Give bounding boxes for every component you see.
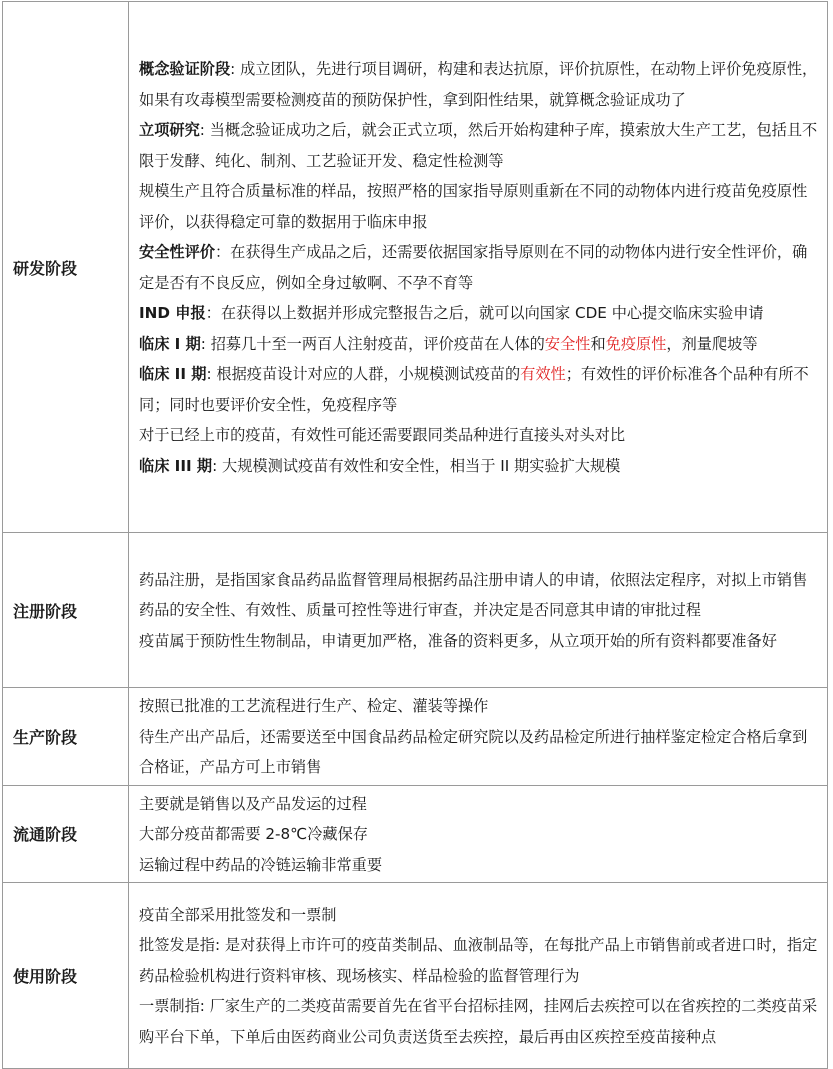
content-paragraph xyxy=(139,176,819,237)
distribution-stage-row xyxy=(3,785,828,883)
content-paragraph xyxy=(139,991,819,1052)
term-label: 立项研究 xyxy=(139,121,200,139)
paragraph-text: 待生产出产品后，还需要送至中国食品药品检定研究院以及药品检定所进行抽样鉴定检定合格后拿到合格证，产品方可上市销售 xyxy=(139,727,808,776)
highlighted-text: 安全性 xyxy=(544,334,591,353)
paragraph-text: : 当概念验证成功之后，就会正式立项，然后开始构建种子库，摸索放大生产工艺，包括且不限于发酵、纯化、制剂、工艺验证开发、稳定性检测等 xyxy=(139,121,818,170)
term-label: IND 申报 xyxy=(139,304,206,322)
stage-name-cell: 使用阶段 xyxy=(3,883,129,1069)
highlighted-text: 免疫原性 xyxy=(605,334,667,353)
paragraph-text: 运输过程中药品的冷链运输非常重要 xyxy=(139,855,382,874)
paragraph-text: 疫苗属于预防性生物制品，申请更加严格，准备的资料更多，从立项开始的所有资料都要准备好 xyxy=(139,631,777,650)
stages-table xyxy=(2,1,828,1069)
paragraph-text: : 成立团队，先进行项目调研，构建和表达抗原，评价抗原性，在动物上评价免疫原性，如果有攻毒模型需要检测疫苗的预防保护性，拿到阳性结果，就算概念验证成功了 xyxy=(139,60,818,109)
registration-stage-row xyxy=(3,533,828,688)
term-label: 概念验证阶段 xyxy=(139,60,231,78)
paragraph-text: 大部分疫苗都需要 2-8℃冷藏保存 xyxy=(139,825,368,843)
content-paragraph xyxy=(139,930,819,991)
paragraph-text: 药品注册，是指国家食品药品监督管理局根据药品注册申请人的申请，依照法定程序，对拟上市销售药品的安全性、有效性、质量可控性等进行审查，并决定是否同意其申请的审批过程 xyxy=(139,570,808,620)
stage-name-cell: 生产阶段 xyxy=(3,688,129,786)
term-label: 临床 III 期 xyxy=(139,456,213,475)
content-paragraph xyxy=(139,54,819,115)
content-paragraph xyxy=(139,115,819,176)
stage-content-cell xyxy=(129,785,828,883)
stage-name-cell: 研发阶段 xyxy=(3,2,129,533)
paragraph-text: ：在获得以上数据并形成完整报告之后，就可以向国家 CDE 中心提交临床实验申请 xyxy=(205,304,764,322)
paragraph-text: 主要就是销售以及产品发运的过程 xyxy=(139,794,367,813)
content-paragraph xyxy=(139,789,819,820)
paragraph-text: : 大规模测试疫苗有效性和安全性，相当于 II 期实验扩大规模 xyxy=(212,456,621,475)
stage-content-cell xyxy=(129,688,828,786)
production-stage-row xyxy=(3,688,828,786)
content-paragraph xyxy=(139,359,819,420)
paragraph-text: 批签发是指: 是对获得上市许可的疫苗类制品、血液制品等，在每批产品上市销售前或者进口时，指定药品检验机构进行资料审核、现场核实、样品检验的监督管理行为 xyxy=(139,936,818,985)
highlighted-text: 有效性 xyxy=(520,365,566,383)
content-paragraph xyxy=(139,691,819,722)
content-paragraph xyxy=(139,565,819,626)
paragraph-text: 对于已经上市的疫苗，有效性可能还需要跟同类品种进行直接头对头对比 xyxy=(139,426,625,444)
stage-content-cell xyxy=(129,2,828,533)
stage-name-cell: 注册阶段 xyxy=(3,533,129,688)
paragraph-text: : 根据疫苗设计对应的人群，小规模测试疫苗的 xyxy=(206,365,521,383)
paragraph-text: 按照已批准的工艺流程进行生产、检定、灌装等操作 xyxy=(139,697,489,715)
content-paragraph xyxy=(139,451,819,482)
paragraph-text: ，剂量爬坡等 xyxy=(666,334,758,353)
paragraph-text: ；有效性的评价标准各个品种有所不同；同时也要评价安全性，免疫程序等 xyxy=(139,365,809,414)
content-paragraph xyxy=(139,900,819,931)
content-paragraph xyxy=(139,420,819,451)
content-paragraph xyxy=(139,626,819,657)
stages-table-body xyxy=(3,2,828,1069)
paragraph-text: : 招募几十至一两百人注射疫苗，评价疫苗在人体的 xyxy=(200,334,545,353)
paragraph-text: 一票制指: 厂家生产的二类疫苗需要首先在省平台招标挂网，挂网后去疾控可以在省疾控的二类疫苗采购平台下单，下单后由医药商业公司负责送货至去疾控，最后再由区疾控至疫苗接种点 xyxy=(139,997,818,1046)
stage-content-cell xyxy=(129,883,828,1069)
content-paragraph xyxy=(139,298,819,329)
paragraph-text: 规模生产且符合质量标准的样品，按照严格的国家指导原则重新在不同的动物体内进行疫苗免疫原性评价，以获得稳定可靠的数据用于临床申报 xyxy=(139,182,808,231)
stage-content-cell xyxy=(129,533,828,688)
stage-name-cell: 流通阶段 xyxy=(3,785,129,883)
paragraph-text: 和 xyxy=(590,334,606,353)
content-paragraph xyxy=(139,329,819,360)
paragraph-text: 疫苗全部采用批签发和一票制 xyxy=(139,905,337,924)
term-label: 安全性评价 xyxy=(139,243,215,261)
rnd-stage-row xyxy=(3,2,828,533)
content-paragraph xyxy=(139,850,819,881)
content-paragraph xyxy=(139,819,819,850)
usage-stage-row xyxy=(3,883,828,1069)
term-label: 临床 I 期 xyxy=(139,334,201,353)
paragraph-text: ：在获得生产成品之后，还需要依据国家指导原则在不同的动物体内进行安全性评价，确定是否有不良反应，例如全身过敏啊、不孕不育等 xyxy=(139,243,808,292)
term-label: 临床 II 期 xyxy=(139,365,207,383)
content-paragraph xyxy=(139,722,819,783)
content-paragraph xyxy=(139,237,819,298)
